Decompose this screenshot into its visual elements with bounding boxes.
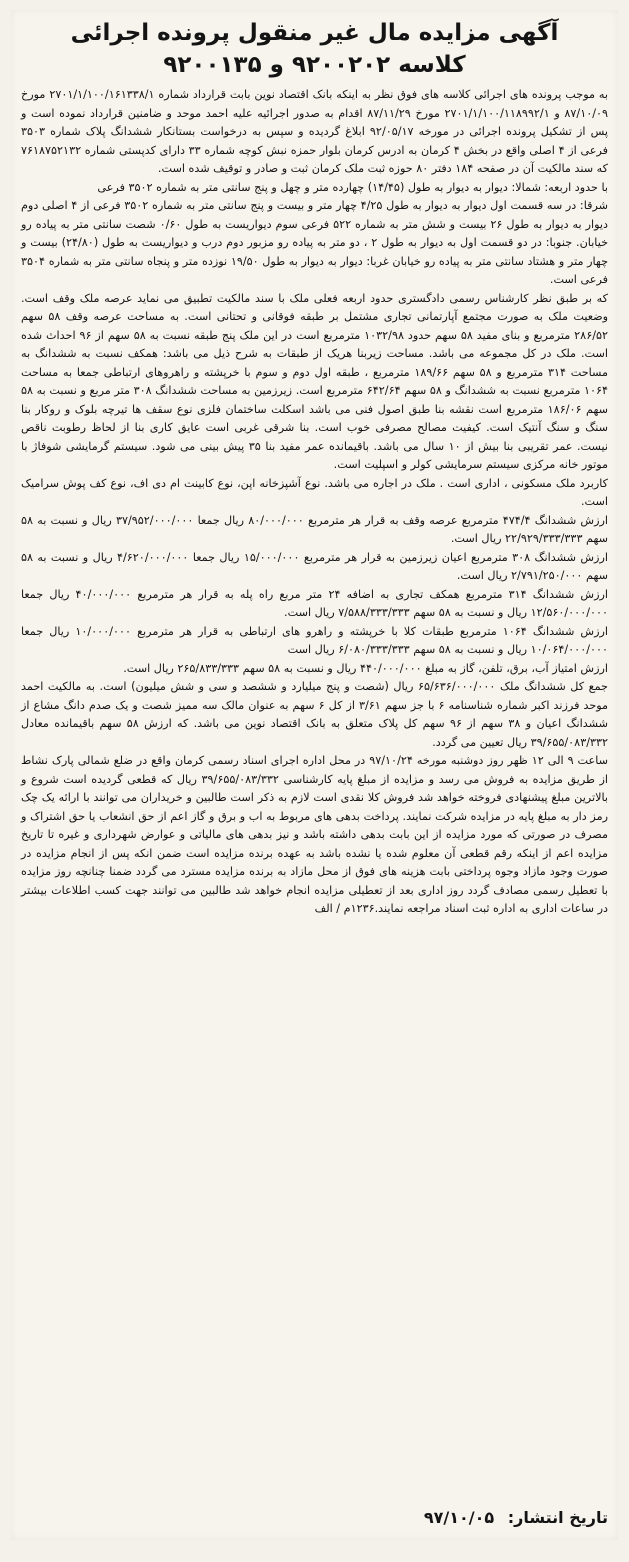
- publication-label: تاریخ انتشار:: [507, 1508, 608, 1527]
- paragraph-value-ground-floor: ارزش ششدانگ ۳۱۴ مترمربع همکف تجاری به اضافه ۲۴ متر مربع راه پله به قرار هر مترمربع ۴۰/۰۰۰/۰۰۰ ریال جمعا ۱۲/۵۶۰/۰۰۰/۰۰۰ ریال و نسبت به ۵۸ سهم ۷/۵۸۸/۳۳۳/۳۳۳ ریال است.: [21, 587, 608, 619]
- paragraph-total-value: جمع کل ششدانگ ملک ۶۵/۶۳۶/۰۰۰/۰۰۰ ریال (شصت و پنج میلیارد و ششصد و سی و شش میلیون) است. به مالکیت احمد موحد فرزند اکبر شماره شناسنامه ۶ با جز سهم ۳/۶۱ از کل ۶ سهم به عنوان مالک سه ممیز شصت و یک صدم دانگ مشاع از ششدانگ اعیان و ۳۸ سهم از ۹۶ سهم کل پلاک متعلق به بانک اقتصاد نوین می باشد. که ارزش ۵۸ سهم باقیمانده معادل ۳۹/۶۵۵/۰۸۳/۳۳۲ ریال تعیین می گردد.: [21, 680, 609, 749]
- notice-title: آگهی مزایده مال غیر منقول پرونده اجرائی: [70, 20, 559, 46]
- paragraph-expert-assessment: که بر طبق نظر کارشناس رسمی دادگستری حدود اربعه فعلی ملک با سند مالکیت تطبیق می نماید عرصه ملک وقف است. وضعیت ملک به صورت مجتمع آپارتمانی تجاری مشتمل بر طبقه فوقانی و تحتانی است. به مساحت عرصه وقف ۵۸ سهم ۲۸۶/۵۲ مترمربع و بنای مفید ۵۸ سهم حدود ۱۰۳۲/۹۸ مترمربع است در این ملک پنج طبقه نسبت به ۵۸ سهم از ۹۶ احداث شده است. ملک در کل مجموعه می باشد. مساحت زیربنا هریک از طبقات به شرح ذیل می باشد: همکف نسبت به ششدانگ به مساحت ۳۱۴ مترمربع و ۵۸ سهم ۱۸۹/۶۶ مترمربع ، طبقه اول دوم و سوم با خرپشته و راهروهای ارتباطی جمعا به مساحت ۱۰۶۴ مترمربع نسبت به ششدانگ و ۵۸ سهم ۶۴۲/۶۴ مترمربع است. زیرزمین به مساحت ششدانگ ۳۰۸ متر مربع و نسبت به ۵۸ سهم ۱۸۶/۰۶ مترمربع است نقشه بنا طبق اصول فنی می باشد اسکلت ساختمان فلزی نوع سقف ها تیرچه بلوک و روکار بنا سنگ و سنگ آنتیک است. کیفیت مصالح مصرفی خوب است. بنا شرقی غربی است عایق کاری بنا از لحاظ رطوبت ناقص نیست. عمر تقریبی بنا بیش از ۱۰ سال می باشد. باقیمانده عمر مفید بنا ۳۵ پیش بینی می شود. سیستم گرمایشی شوفاژ با موتور خانه مرکزی سیستم سرمایشی کولر و اسپلیت است.: [21, 291, 609, 471]
- paragraph-boundary-east-south-west: شرقا: در سه قسمت اول دیوار به دیوار به طول ۴/۲۵ چهار متر و بیست و پنج سانتی متر به شماره ۳۵۰۲ فرعی از ۴ اصلی دوم دیوار به دیوار به طول ۲۶ بیست و شش متر به شماره ۵۲۲ فرعی سوم دیواریست به طول ۰/۶۰ شصت سانتی متر به پیاده رو خیابان. جنوبا: در دو قسمت اول به دیوار به طول ۲ ، دو متر به پیاده رو مزبور دوم درب و دیواریست به طول (۲۴/۸۰) بیست و چهار متر و هشتاد سانتی متر به پیاده رو خیابان غربا: دیوار به دیوار به طول ۱۹/۵۰ نوزده متر و پنجاه سانتی متر به شماره ۳۵۰۴ فرعی است.: [21, 199, 609, 286]
- paragraph-usage: کاربرد ملک مسکونی ، اداری است . ملک در اجاره می باشد. نوع آشپزخانه اپن، نوع کابینت ام دی اف، نوع کف پوش سرامیک است.: [21, 476, 608, 508]
- paragraph-boundary-north: با حدود اربعه: شمالا: دیوار به دیوار به طول (۱۴/۴۵) چهارده متر و چهل و پنج سانتی متر به شماره ۳۵۰۲ فرعی: [97, 180, 608, 194]
- paragraph-value-land: ارزش ششدانگ ۴۷۴/۴ مترمربع عرصه وقف به قرار هر مترمربع ۸۰/۰۰۰/۰۰۰ ریال جمعا ۳۷/۹۵۲/۰۰۰/۰۰۰ ریال و نسبت به ۵۸ سهم ۲۲/۹۲۹/۳۳۳/۳۳۳ ریال است.: [21, 513, 608, 545]
- auction-notice: [11, 10, 618, 1540]
- paragraph-value-upper-floors: ارزش ششدانگ ۱۰۶۴ مترمربع طبقات کلا با خرپشته و راهرو های ارتباطی به قرار هر مترمربع ۱۰/۰۰۰/۰۰۰ ریال جمعا ۱۰/۰۶۴/۰۰۰/۰۰۰ ریال و نسبت به ۵۸ سهم ۶/۰۸۰/۳۳۳/۳۳۳ ریال است: [21, 624, 608, 656]
- paragraph-intro: به موجب پرونده های اجرائی کلاسه های فوق نظر به اینکه بانک اقتصاد نوین بابت قرارداد شماره ۲۷۰۱/۱/۱۰۰/۱۶۱۳۳۸/۱ مورخ ۸۷/۱۰/۰۹ و ۲۷۰۱/۱/۱۰۰/۱۱۸۹۹۲/۱ مورخ ۸۷/۱۱/۲۹ اقدام به صدور اجرائیه علیه احمد موحد و ضامنین قرارداد نموده است و پس از تشکیل پرونده اجرائی در مورخه ۹۲/۰۵/۱۷ ابلاغ گردیده و سپس به درخواست بستانکار ششدانگ پلاک شماره ۳۵۰۳ فرعی از ۴ اصلی واقع در بخش ۴ کرمان به ادرس کرمان بلوار حمزه نبش کوچه شماره ۳۳ دارای کدپستی شماره ۷۶۱۸۷۵۲۱۳۲ که سند مالکیت آن در صفحه ۱۸۴ دفتر ۸۰ حوزه ثبت ملک کرمان ثبت و صادر و توقیف شده است.: [21, 88, 608, 175]
- paragraph-value-basement: ارزش ششدانگ ۳۰۸ مترمربع اعیان زیرزمین به قرار هر مترمربع ۱۵/۰۰۰/۰۰۰ ریال جمعا ۴/۶۲۰/۰۰۰/۰۰۰ ریال و نسبت به ۵۸ سهم ۲/۷۹۱/۲۵۰/۰۰۰ ریال است.: [21, 550, 608, 582]
- publication-date: ۹۷/۱۰/۰۵: [423, 1508, 495, 1527]
- notice-subtitle: کلاسه ۹۲۰۰۲۰۲ و ۹۲۰۰۱۳۵: [163, 52, 466, 78]
- notice-body: [11, 86, 618, 919]
- paragraph-auction-terms: ساعت ۹ الی ۱۲ ظهر روز دوشنبه مورخه ۹۷/۱۰/۲۴ در محل اداره اجرای اسناد رسمی کرمان واقع در ضلع شمالی پارک نشاط از طریق مزایده به فروش می رسد و مزایده از مبلغ پایه کارشناسی ۳۹/۶۵۵/۰۸۳/۳۳۲ ریال که قطعی گردیده است شروع و بالاترین مبلغ پیشنهادی فروخته خواهد شد فروش کلا نقدی است لازم به ذکر است طالبین و خریداران می توانند با ارائه یک چک رمز دار به مبلغ پایه در مزایده شرکت نمایند. پرداخت بدهی های مربوط به اب و برق و گاز اعم از حق انشعاب یا حق اشتراک و مصرف در صورتی که مورد مزایده از این بابت بدهی داشته باشد و نیز بدهی های مالیاتی و عوارض شهرداری و غیره تا تاریخ مزایده اعم از اینکه رقم قطعی آن معلوم شده یا نشده باشد به عهده برنده مزایده است ضمن انکه پس از انجام مزایده در صورت وجود مازاد وجوه پرداختی بابت هزینه های فوق از محل مازاد به برنده مزایده مسترد می گردد ضمنا چنانچه روز مزایده با تعطیل رسمی مصادف گردد روز اداری بعد از تعطیلی مزایده انجام خواهد شد طالبین می توانند جهت کسب اطلاعات بیشتر در ساعات اداری به اداره ثبت اسناد مراجعه نمایند.۱۲۳۶م / الف: [21, 754, 609, 915]
- paragraph-value-utilities: ارزش امتیاز آب، برق، تلفن، گاز به مبلغ ۴۴۰/۰۰۰/۰۰۰ ریال و نسبت به ۵۸ سهم ۲۶۵/۸۳۳/۳۳۳ ریال است.: [123, 661, 608, 675]
- publication-line: [21, 1508, 608, 1528]
